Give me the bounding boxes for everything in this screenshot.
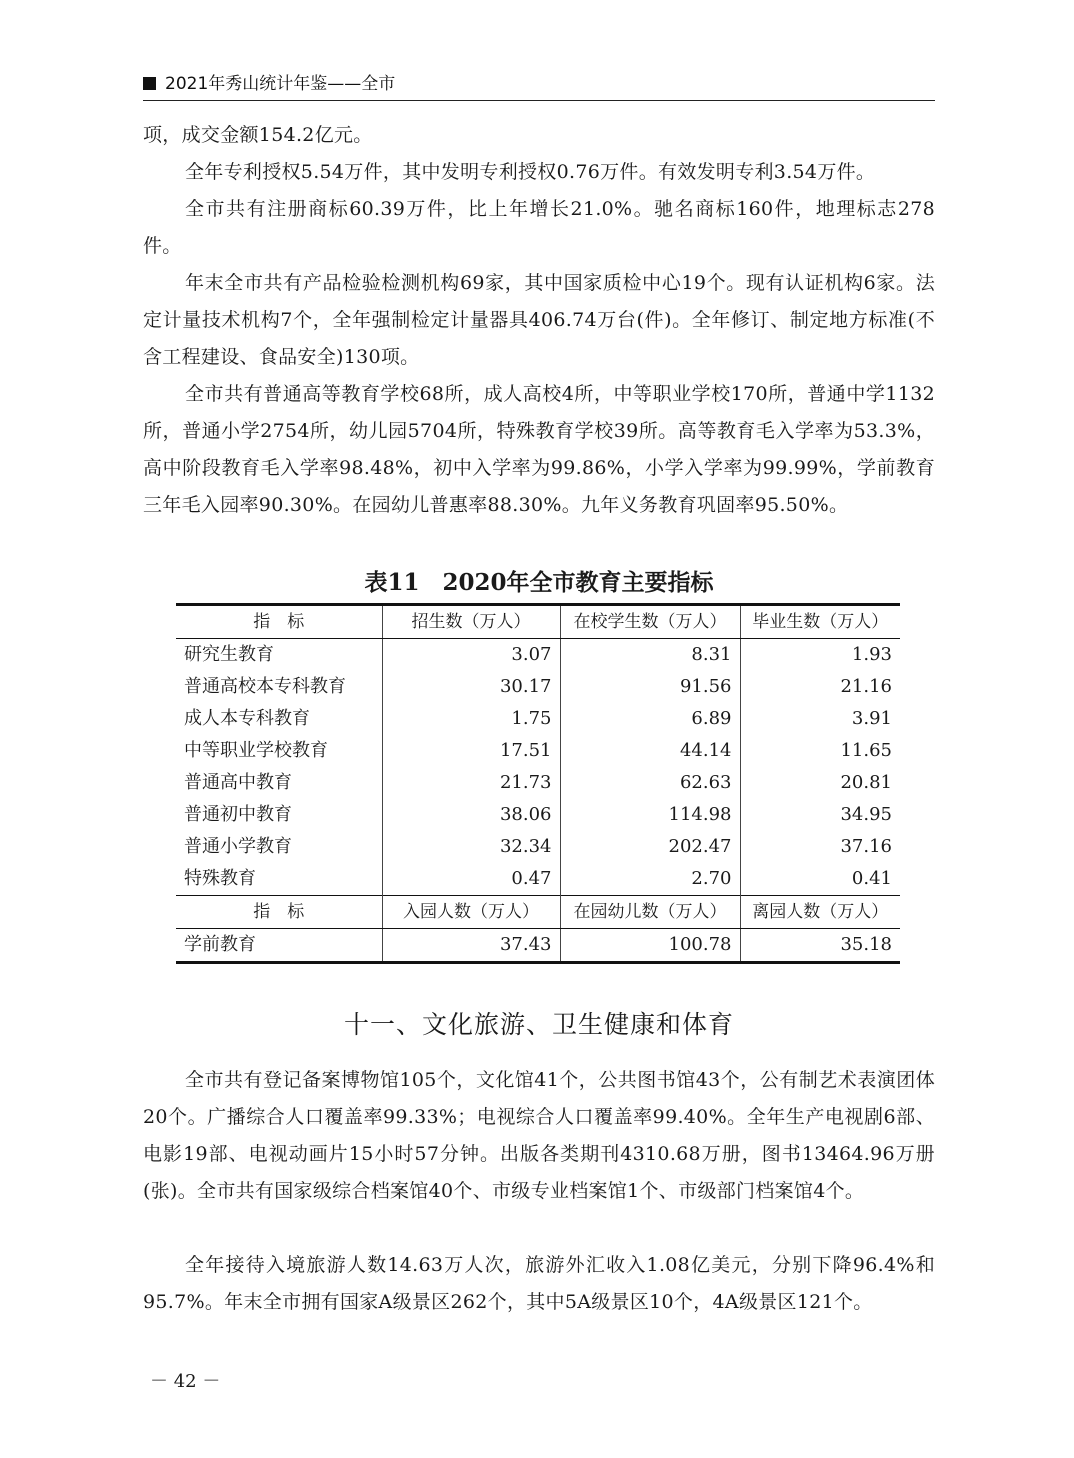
cell-departed: 35.18 [740, 929, 900, 963]
column-header-students: 在校学生数（万人） [560, 605, 740, 639]
cell-enrollment: 17.51 [382, 735, 560, 767]
education-indicators-table [176, 603, 900, 964]
cell-students: 91.56 [560, 671, 740, 703]
row-label: 普通高校本专科教育 [184, 676, 346, 697]
cell-enrollment: 38.06 [382, 799, 560, 831]
table-header-row [176, 605, 900, 639]
cell-students: 114.98 [560, 799, 740, 831]
cell-students: 8.31 [560, 639, 740, 672]
cell-graduates: 21.16 [740, 671, 900, 703]
cell-graduates: 3.91 [740, 703, 900, 735]
cell-enrollment: 30.17 [382, 671, 560, 703]
cell-students: 62.63 [560, 767, 740, 799]
subheader-departed: 离园人数（万人） [740, 896, 900, 929]
table-row [176, 735, 900, 767]
cell-enrollment: 21.73 [382, 767, 560, 799]
cell-enrollment: 1.75 [382, 703, 560, 735]
cell-admitted: 37.43 [382, 929, 560, 963]
cell-students: 202.47 [560, 831, 740, 863]
cell-enrolled-children: 100.78 [560, 929, 740, 963]
column-header-graduates: 毕业生数（万人） [740, 605, 900, 639]
cell-graduates: 1.93 [740, 639, 900, 672]
page-number: － 42 － [150, 1371, 221, 1392]
subheader-admitted: 入园人数（万人） [382, 896, 560, 929]
cell-graduates: 34.95 [740, 799, 900, 831]
cell-graduates: 37.16 [740, 831, 900, 863]
row-label-preschool: 学前教育 [176, 929, 382, 963]
cell-students: 6.89 [560, 703, 740, 735]
table-row [176, 639, 900, 672]
table-row [176, 863, 900, 896]
paragraph-culture: 全市共有登记备案博物馆105个，文化馆41个，公共图书馆43个，公有制艺术表演团体20个。广播综合人口覆盖率99.33%；电视综合人口覆盖率99.40%。全年生产电视剧6部、电影19部、电视动画片15小时57分钟。出版各类期刊4310.68万册，图书13464.96万册(张)。全市共有国家级综合档案馆40个、市级专业档案馆1个、市级部门档案馆4个。 [143, 1069, 935, 1202]
paragraph-tourism: 全年接待入境旅游人数14.63万人次，旅游外汇收入1.08亿美元，分别下降96.4%和95.7%。年末全市拥有国家A级景区262个，其中5A级景区10个，4A级景区121个。 [143, 1254, 935, 1313]
table-subheader-row [176, 896, 900, 929]
section-heading: 十一、文化旅游、卫生健康和体育 [343, 1010, 734, 1039]
cell-students: 2.70 [560, 863, 740, 896]
row-label: 普通初中教育 [184, 804, 292, 825]
paragraph-trademarks: 全市共有注册商标60.39万件，比上年增长21.0%。驰名商标160件，地理标志278件。 [143, 198, 935, 257]
table-row [176, 799, 900, 831]
paragraph-education: 全市共有普通高等教育学校68所，成人高校4所，中等职业学校170所，普通中学1132所，普通小学2754所，幼儿园5704所，特殊教育学校39所。高等教育毛入学率为53.3%，高中阶段教育毛入学率98.48%，初中入学率为99.86%，小学入学率为99.99%，学前教育三年毛入园率90.30%。在园幼儿普惠率88.30%。九年义务教育巩固率95.50%。 [143, 383, 935, 516]
table-row [176, 767, 900, 799]
header-square-marker [143, 77, 156, 90]
row-label: 特殊教育 [184, 868, 256, 889]
subheader-enrolled-children: 在园幼儿数（万人） [560, 896, 740, 929]
cell-enrollment: 0.47 [382, 863, 560, 896]
paragraph-continued: 项，成交金额154.2亿元。 [143, 124, 373, 146]
cell-enrollment: 3.07 [382, 639, 560, 672]
column-header-enrollment: 招生数（万人） [382, 605, 560, 639]
subheader-indicator: 指 标 [176, 896, 382, 929]
table-row [176, 929, 900, 963]
header-title: 2021年秀山统计年鉴——全市 [165, 74, 396, 94]
paragraph-patents: 全年专利授权5.54万件，其中发明专利授权0.76万件。有效发明专利3.54万件。 [185, 161, 876, 183]
cell-graduates: 0.41 [740, 863, 900, 896]
column-header-indicator: 指 标 [176, 605, 382, 639]
cell-graduates: 20.81 [740, 767, 900, 799]
row-label: 成人本专科教育 [184, 708, 310, 729]
row-label: 研究生教育 [184, 644, 274, 665]
row-label: 中等职业学校教育 [184, 740, 328, 761]
row-label: 普通小学教育 [184, 836, 292, 857]
table-title: 表11 2020年全市教育主要指标 [364, 569, 714, 596]
paragraph-inspection: 年末全市共有产品检验检测机构69家，其中国家质检中心19个。现有认证机构6家。法定计量技术机构7个，全年强制检定计量器具406.74万台(件)。全年修订、制定地方标准(不含工程建设、食品安全)130项。 [143, 272, 935, 368]
table-row [176, 831, 900, 863]
cell-students: 44.14 [560, 735, 740, 767]
table-row [176, 703, 900, 735]
cell-enrollment: 32.34 [382, 831, 560, 863]
running-header [143, 72, 935, 101]
cell-graduates: 11.65 [740, 735, 900, 767]
table-row [176, 671, 900, 703]
row-label: 普通高中教育 [184, 772, 292, 793]
